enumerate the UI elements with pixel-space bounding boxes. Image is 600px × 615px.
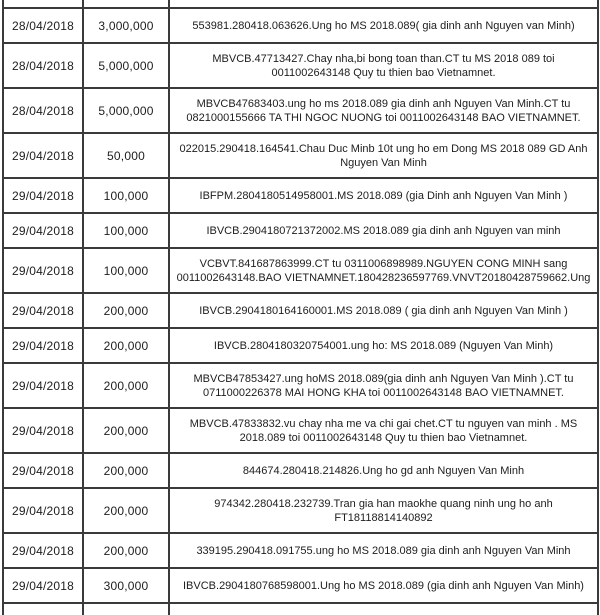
table-row	[3, 453, 598, 488]
table-row	[3, 248, 598, 293]
date-cell: 29/04/2018	[3, 133, 83, 178]
date-cell: 29/04/2018	[3, 363, 83, 408]
date-cell: 29/04/2018	[3, 488, 83, 533]
amount-cell: 200,000	[83, 453, 169, 488]
description-cell: 553981.280418.063626.Ung ho MS 2018.089( gia dinh anh Nguyen van Minh)	[169, 8, 598, 43]
amount-cell: 50,000	[83, 133, 169, 178]
table-row	[3, 488, 598, 533]
amount-cell: 100,000	[83, 178, 169, 213]
table-row	[3, 408, 598, 453]
date-cell	[3, 603, 83, 615]
amount-cell: 200,000	[83, 293, 169, 328]
description-cell: IBVCB.2904180768598001.Ung ho MS 2018.089 (gia dinh anh Nguyen Van Minh)	[169, 568, 598, 603]
date-cell: 28/04/2018	[3, 8, 83, 43]
date-cell: 29/04/2018	[3, 248, 83, 293]
amount-cell	[83, 0, 169, 8]
table-row	[3, 328, 598, 363]
date-cell: 29/04/2018	[3, 408, 83, 453]
date-cell	[3, 0, 83, 8]
table-row	[3, 8, 598, 43]
amount-cell	[83, 603, 169, 615]
description-cell: 844674.280418.214826.Ung ho gd anh Nguyen Van Minh	[169, 453, 598, 488]
amount-cell: 100,000	[83, 213, 169, 248]
table-row	[3, 568, 598, 603]
amount-cell: 5,000,000	[83, 88, 169, 133]
amount-cell: 200,000	[83, 328, 169, 363]
donation-table-container	[2, 0, 598, 615]
description-cell	[169, 0, 598, 8]
description-cell: MBVCB47683403.ung ho ms 2018.089 gia dinh anh Nguyen Van Minh.CT tu 0821000155666 TA THI NGOC NUONG toi 0011002643148 BAO VIETNAMNET.	[169, 88, 598, 133]
table-row	[3, 213, 598, 248]
table-row	[3, 133, 598, 178]
amount-cell: 5,000,000	[83, 43, 169, 88]
date-cell: 29/04/2018	[3, 328, 83, 363]
amount-cell: 300,000	[83, 568, 169, 603]
amount-cell: 3,000,000	[83, 8, 169, 43]
description-cell: 974342.280418.232739.Tran gia han maokhe quang ninh ung ho anh FT18118814140892	[169, 488, 598, 533]
description-cell: IBFPM.2804180514958001.MS 2018.089 (gia Dinh anh Nguyen Van Minh )	[169, 178, 598, 213]
amount-cell: 200,000	[83, 408, 169, 453]
description-cell: MBVCB.47713427.Chay nha,bi bong toan than.CT tu MS 2018 089 toi 0011002643148 Quy tu thien bao Vietnamnet.	[169, 43, 598, 88]
date-cell: 28/04/2018	[3, 43, 83, 88]
table-row	[3, 363, 598, 408]
amount-cell: 200,000	[83, 363, 169, 408]
description-cell	[169, 603, 598, 615]
amount-cell: 200,000	[83, 488, 169, 533]
table-row	[3, 178, 598, 213]
donation-table	[2, 0, 599, 615]
partial-row-top	[3, 0, 598, 8]
amount-cell: 100,000	[83, 248, 169, 293]
description-cell: 339195.290418.091755.ung ho MS 2018.089 gia dinh anh Nguyen Van Minh	[169, 533, 598, 568]
description-cell: IBVCB.2904180721372002.MS 2018.089 gia dinh anh Nguyen van minh	[169, 213, 598, 248]
description-cell: MBVCB47853427.ung hoMS 2018.089(gia dinh anh Nguyen Van Minh ).CT tu 0711000226378 MAI HONG KHA toi 0011002643148 BAO VIETNAMNET.	[169, 363, 598, 408]
amount-cell: 200,000	[83, 533, 169, 568]
date-cell: 29/04/2018	[3, 293, 83, 328]
description-cell: 022015.290418.164541.Chau Duc Minb 10t ung ho em Dong MS 2018 089 GD Anh Nguyen Van Minh	[169, 133, 598, 178]
date-cell: 29/04/2018	[3, 213, 83, 248]
table-row	[3, 43, 598, 88]
date-cell: 29/04/2018	[3, 533, 83, 568]
date-cell: 29/04/2018	[3, 453, 83, 488]
table-row	[3, 88, 598, 133]
date-cell: 29/04/2018	[3, 568, 83, 603]
description-cell: VCBVT.841687863999.CT tu 0311006898989.NGUYEN CONG MINH sang 0011002643148.BAO VIETNAMNET.180428236597769.VNVT20180428759662.Ung	[169, 248, 598, 293]
table-row	[3, 293, 598, 328]
date-cell: 28/04/2018	[3, 88, 83, 133]
table-row	[3, 533, 598, 568]
date-cell: 29/04/2018	[3, 178, 83, 213]
description-cell: IBVCB.2904180164160001.MS 2018.089 ( gia dinh anh Nguyen Van Minh )	[169, 293, 598, 328]
partial-row-bottom	[3, 603, 598, 615]
description-cell: IBVCB.2804180320754001.ung ho: MS 2018.089 (Nguyen Van Minh)	[169, 328, 598, 363]
description-cell: MBVCB.47833832.vu chay nha me va chi gai chet.CT tu nguyen van minh . MS 2018.089 toi 0011002643148 Quy tu thien bao Vietnamnet.	[169, 408, 598, 453]
